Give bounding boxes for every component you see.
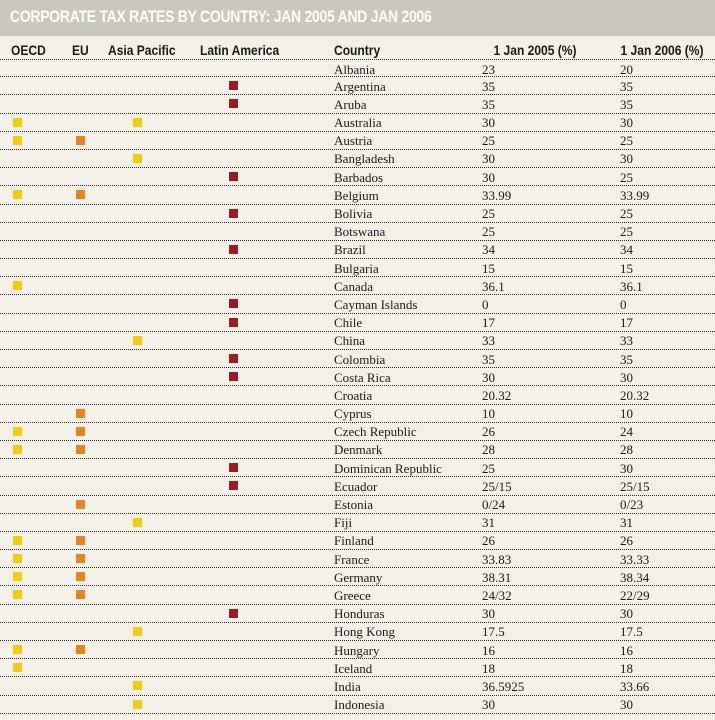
country-cell: Belgium — [334, 187, 379, 203]
title-bar — [0, 0, 715, 36]
rate-2005-cell: 0/24 — [482, 497, 506, 512]
rate-2005-cell: 33 — [482, 333, 495, 349]
eu-member-marker — [76, 645, 85, 654]
tax-rate-table — [0, 59, 715, 714]
table-row — [0, 368, 715, 386]
country-cell: Indonesia — [334, 697, 385, 713]
eu-member-marker — [76, 536, 85, 545]
table-row — [0, 641, 715, 659]
eu-member-marker — [76, 500, 85, 509]
rate-2005-cell: 26 — [482, 533, 495, 549]
table-row — [0, 295, 715, 313]
rate-2005-cell: 25 — [482, 224, 495, 240]
rate-2005-cell: 24/32 — [482, 587, 512, 603]
table-row — [0, 659, 715, 677]
rate-2005-cell: 25 — [482, 206, 495, 221]
country-cell: Greece — [334, 587, 371, 603]
table-row — [0, 314, 715, 332]
table-row — [0, 259, 715, 277]
rate-2005-cell: 30 — [482, 115, 495, 131]
page-title: CORPORATE TAX RATES BY COUNTRY: JAN 2005 AND JAN 2006 — [10, 7, 432, 26]
table-row — [0, 550, 715, 568]
rate-2005-cell: 30 — [482, 606, 495, 622]
table-row — [0, 477, 715, 495]
rate-2006-cell: 30 — [620, 460, 633, 476]
oecd-member-marker — [13, 281, 22, 290]
country-cell: Ecuador — [334, 478, 378, 494]
latin-america-marker — [229, 299, 238, 308]
asia-pacific-marker — [133, 118, 142, 127]
country-cell: Bulgaria — [334, 260, 379, 276]
rate-2006-cell: 10 — [620, 406, 633, 422]
oecd-member-marker — [13, 118, 22, 127]
oecd-member-marker — [13, 572, 22, 581]
rate-2005-cell: 30 — [482, 697, 495, 713]
rate-2006-cell: 36.1 — [620, 278, 643, 294]
rate-2006-cell: 30 — [620, 369, 633, 385]
table-row — [0, 168, 715, 186]
asia-pacific-marker — [133, 681, 142, 690]
rate-2006-cell: 38.34 — [620, 569, 650, 585]
rate-2005-cell: 16 — [482, 642, 495, 658]
latin-america-marker — [229, 372, 238, 381]
rate-2005-cell: 17 — [482, 315, 495, 331]
table-row — [0, 514, 715, 532]
country-cell: France — [334, 551, 370, 567]
country-cell: Hong Kong — [334, 624, 396, 640]
country-cell: Albania — [334, 61, 376, 77]
asia-pacific-marker — [133, 627, 142, 636]
rate-2006-cell: 25 — [620, 206, 633, 221]
table-row — [0, 532, 715, 550]
rate-2006-cell: 16 — [620, 642, 633, 658]
asia-pacific-marker — [133, 518, 142, 527]
latin-america-marker — [229, 245, 238, 254]
rate-2006-cell: 20 — [620, 61, 633, 77]
country-cell: Bolivia — [334, 206, 373, 221]
rate-2006-cell: 15 — [620, 260, 633, 276]
oecd-member-marker — [13, 645, 22, 654]
eu-member-marker — [76, 427, 85, 436]
table-row — [0, 241, 715, 259]
rate-2005-cell: 38.31 — [482, 569, 512, 585]
table-row — [0, 623, 715, 641]
rate-2006-cell: 0/23 — [620, 497, 644, 512]
country-cell: Honduras — [334, 606, 385, 622]
rate-2006-cell: 35 — [620, 96, 633, 112]
country-cell: Canada — [334, 278, 373, 294]
rate-2006-cell: 35 — [620, 78, 633, 94]
table-row — [0, 350, 715, 368]
rate-2006-cell: 20.32 — [620, 387, 650, 403]
table-row — [0, 441, 715, 459]
eu-member-marker — [76, 445, 85, 454]
country-cell: Fiji — [334, 515, 353, 531]
country-cell: Cayman Islands — [334, 296, 418, 312]
country-cell: Dominican Republic — [334, 460, 442, 476]
table-row — [0, 150, 715, 168]
rate-2005-cell: 25/15 — [482, 478, 512, 494]
oecd-member-marker — [13, 554, 22, 563]
rate-2005-cell: 18 — [482, 660, 495, 676]
header-jan-2005: 1 Jan 2005 (%) — [493, 42, 576, 58]
table-row — [0, 696, 715, 714]
rate-2005-cell: 34 — [482, 242, 495, 258]
rate-2005-cell: 0 — [482, 296, 489, 312]
rate-2005-cell: 35 — [482, 351, 495, 367]
table-row — [0, 677, 715, 695]
header-country: Country — [334, 42, 381, 58]
header-asia-pacific: Asia Pacific — [108, 42, 176, 58]
table-row — [0, 186, 715, 204]
rate-2006-cell: 33 — [620, 333, 633, 349]
country-cell: Costa Rica — [334, 369, 391, 385]
rate-2006-cell: 28 — [620, 442, 633, 458]
table-row — [0, 95, 715, 113]
table-row — [0, 223, 715, 241]
header-jan-2006: 1 Jan 2006 (%) — [620, 42, 703, 58]
rate-2005-cell: 36.1 — [482, 278, 505, 294]
oecd-member-marker — [13, 190, 22, 199]
rate-2005-cell: 25 — [482, 460, 495, 476]
country-cell: Aruba — [334, 96, 367, 112]
country-cell: Czech Republic — [334, 424, 417, 440]
latin-america-marker — [229, 318, 238, 327]
table-row — [0, 496, 715, 514]
rate-2005-cell: 35 — [482, 96, 495, 112]
table-row — [0, 132, 715, 150]
latin-america-marker — [229, 609, 238, 618]
latin-america-marker — [229, 481, 238, 490]
rate-2005-cell: 28 — [482, 442, 495, 458]
table-row — [0, 459, 715, 477]
rate-2006-cell: 30 — [620, 606, 633, 622]
country-cell: Hungary — [334, 642, 380, 658]
rate-2005-cell: 25 — [482, 133, 495, 149]
eu-member-marker — [76, 554, 85, 563]
rate-2006-cell: 34 — [620, 242, 633, 258]
rate-2005-cell: 10 — [482, 406, 495, 422]
rate-2006-cell: 30 — [620, 115, 633, 131]
rate-2006-cell: 33.66 — [620, 678, 650, 694]
rate-2006-cell: 33.99 — [620, 187, 650, 203]
latin-america-marker — [229, 354, 238, 363]
rate-2005-cell: 17.5 — [482, 624, 505, 640]
country-cell: China — [334, 333, 366, 349]
asia-pacific-marker — [133, 700, 142, 709]
oecd-member-marker — [13, 136, 22, 145]
oecd-member-marker — [13, 445, 22, 454]
table-row — [0, 386, 715, 404]
rate-2006-cell: 25 — [620, 224, 633, 240]
rate-2006-cell: 17 — [620, 315, 633, 331]
eu-member-marker — [76, 190, 85, 199]
table-row — [0, 423, 715, 441]
table-row — [0, 277, 715, 295]
rate-2005-cell: 31 — [482, 515, 495, 531]
oecd-member-marker — [13, 590, 22, 599]
asia-pacific-marker — [133, 154, 142, 163]
oecd-member-marker — [13, 427, 22, 436]
rate-2006-cell: 25/15 — [620, 478, 650, 494]
rate-2005-cell: 26 — [482, 424, 495, 440]
oecd-member-marker — [13, 536, 22, 545]
eu-member-marker — [76, 590, 85, 599]
rate-2006-cell: 35 — [620, 351, 633, 367]
header-latin-america: Latin America — [200, 42, 280, 58]
rate-2006-cell: 0 — [620, 296, 627, 312]
country-cell: Austria — [334, 133, 373, 149]
rate-2006-cell: 26 — [620, 533, 633, 549]
country-cell: Barbados — [334, 169, 384, 185]
table-row — [0, 586, 715, 604]
rate-2006-cell: 24 — [620, 424, 633, 440]
rate-2005-cell: 15 — [482, 260, 495, 276]
rate-2006-cell: 22/29 — [620, 587, 650, 603]
rate-2006-cell: 30 — [620, 151, 633, 167]
table-row — [0, 568, 715, 586]
latin-america-marker — [229, 463, 238, 472]
oecd-member-marker — [13, 663, 22, 672]
latin-america-marker — [229, 172, 238, 181]
latin-america-marker — [229, 99, 238, 108]
table-row — [0, 332, 715, 350]
country-cell: Botswana — [334, 224, 386, 240]
header-eu: EU — [72, 42, 89, 58]
eu-member-marker — [76, 572, 85, 581]
country-cell: Brazil — [334, 242, 366, 258]
country-cell: Colombia — [334, 351, 386, 367]
table-row — [0, 605, 715, 623]
latin-america-marker — [229, 81, 238, 90]
header-oecd: OECD — [11, 42, 46, 58]
latin-america-marker — [229, 209, 238, 218]
rate-2005-cell: 23 — [482, 61, 495, 77]
rate-2005-cell: 33.99 — [482, 187, 512, 203]
country-cell: Argentina — [334, 78, 386, 94]
country-cell: Bangladesh — [334, 151, 395, 167]
table-row — [0, 114, 715, 132]
asia-pacific-marker — [133, 336, 142, 345]
table-row — [0, 77, 715, 95]
rate-2006-cell: 18 — [620, 660, 633, 676]
country-cell: Australia — [334, 115, 382, 131]
rate-2006-cell: 25 — [620, 169, 633, 185]
rate-2005-cell: 35 — [482, 78, 495, 94]
country-cell: Iceland — [334, 660, 373, 676]
rate-2005-cell: 36.5925 — [482, 678, 525, 694]
country-cell: India — [334, 678, 361, 694]
country-cell: Cyprus — [334, 406, 372, 422]
rate-2006-cell: 33.33 — [620, 551, 650, 567]
rate-2006-cell: 30 — [620, 697, 633, 713]
table-row — [0, 59, 715, 77]
rate-2005-cell: 30 — [482, 151, 495, 167]
rate-2005-cell: 30 — [482, 369, 495, 385]
table-row — [0, 205, 715, 223]
country-cell: Germany — [334, 569, 383, 585]
rate-2005-cell: 33.83 — [482, 551, 512, 567]
table-row — [0, 405, 715, 423]
country-cell: Finland — [334, 533, 374, 549]
eu-member-marker — [76, 136, 85, 145]
country-cell: Chile — [334, 315, 363, 331]
rate-2005-cell: 20.32 — [482, 387, 512, 403]
rate-2006-cell: 17.5 — [620, 624, 643, 640]
eu-member-marker — [76, 409, 85, 418]
country-cell: Croatia — [334, 387, 373, 403]
country-cell: Estonia — [334, 497, 373, 512]
country-cell: Denmark — [334, 442, 383, 458]
rate-2005-cell: 30 — [482, 169, 495, 185]
rate-2006-cell: 31 — [620, 515, 633, 531]
rate-2006-cell: 25 — [620, 133, 633, 149]
